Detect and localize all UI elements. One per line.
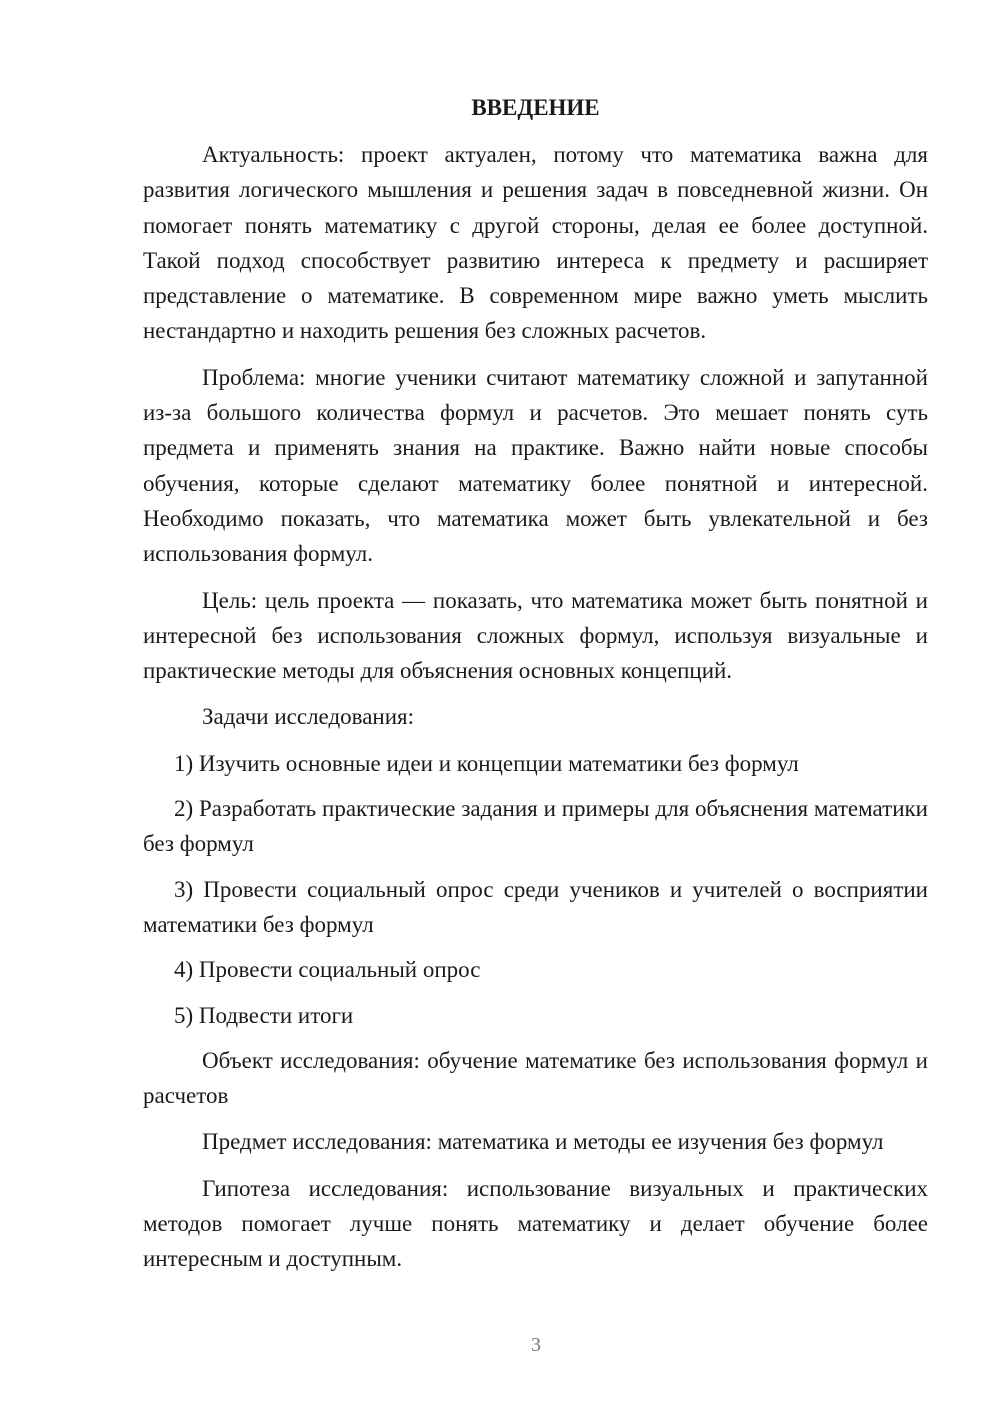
goal-paragraph: Цель: цель проекта — показать, что математика может быть понятной и интересной без использования сложных формул, используя визуальные и практические методы для объяснения основных концепций.	[143, 587, 928, 684]
task-item: 5) Подвести итоги	[174, 1002, 354, 1028]
document-page	[143, 90, 928, 1288]
problem-paragraph: Проблема: многие ученики считают математику сложной и запутанной из-за большого количества формул и расчетов. Это мешает понять суть предмета и применять знания на практике. Важно найти новые способы обучения, которые сделают математику более понятной и интересной. Необходимо показать, что математика может быть увлекательной и без использования формул.	[143, 364, 928, 567]
research-subject-paragraph: Предмет исследования: математика и методы ее изучения без формул	[202, 1129, 884, 1155]
task-item: 4) Провести социальный опрос	[174, 957, 481, 983]
task-item: 2) Разработать практические задания и примеры для объяснения математики без формул	[143, 796, 928, 857]
research-object-paragraph: Объект исследования: обучение математике без использования формул и расчетов	[143, 1047, 928, 1109]
task-item: 1) Изучить основные идеи и концепции математики без формул	[174, 750, 799, 776]
document-title: ВВЕДЕНИЕ	[471, 95, 600, 120]
research-hypothesis-paragraph: Гипотеза исследования: использование визуальных и практических методов помогает лучше понять математику и делает обучение более интересным и доступным.	[143, 1175, 928, 1272]
tasks-heading: Задачи исследования:	[202, 704, 415, 730]
task-item: 3) Провести социальный опрос среди учеников и учителей о восприятии математики без формул	[143, 876, 928, 937]
page-number: 3	[531, 1334, 541, 1356]
relevance-paragraph: Актуальность: проект актуален, потому что математика важна для развития логического мышления и решения задач в повседневной жизни. Он помогает понять математику с другой стороны, делая ее более доступной. Такой подход способствует развитию интереса к предмету и расширяет представление о математике. В современном мире важно уметь мыслить нестандартно и находить решения без сложных расчетов.	[143, 142, 928, 344]
